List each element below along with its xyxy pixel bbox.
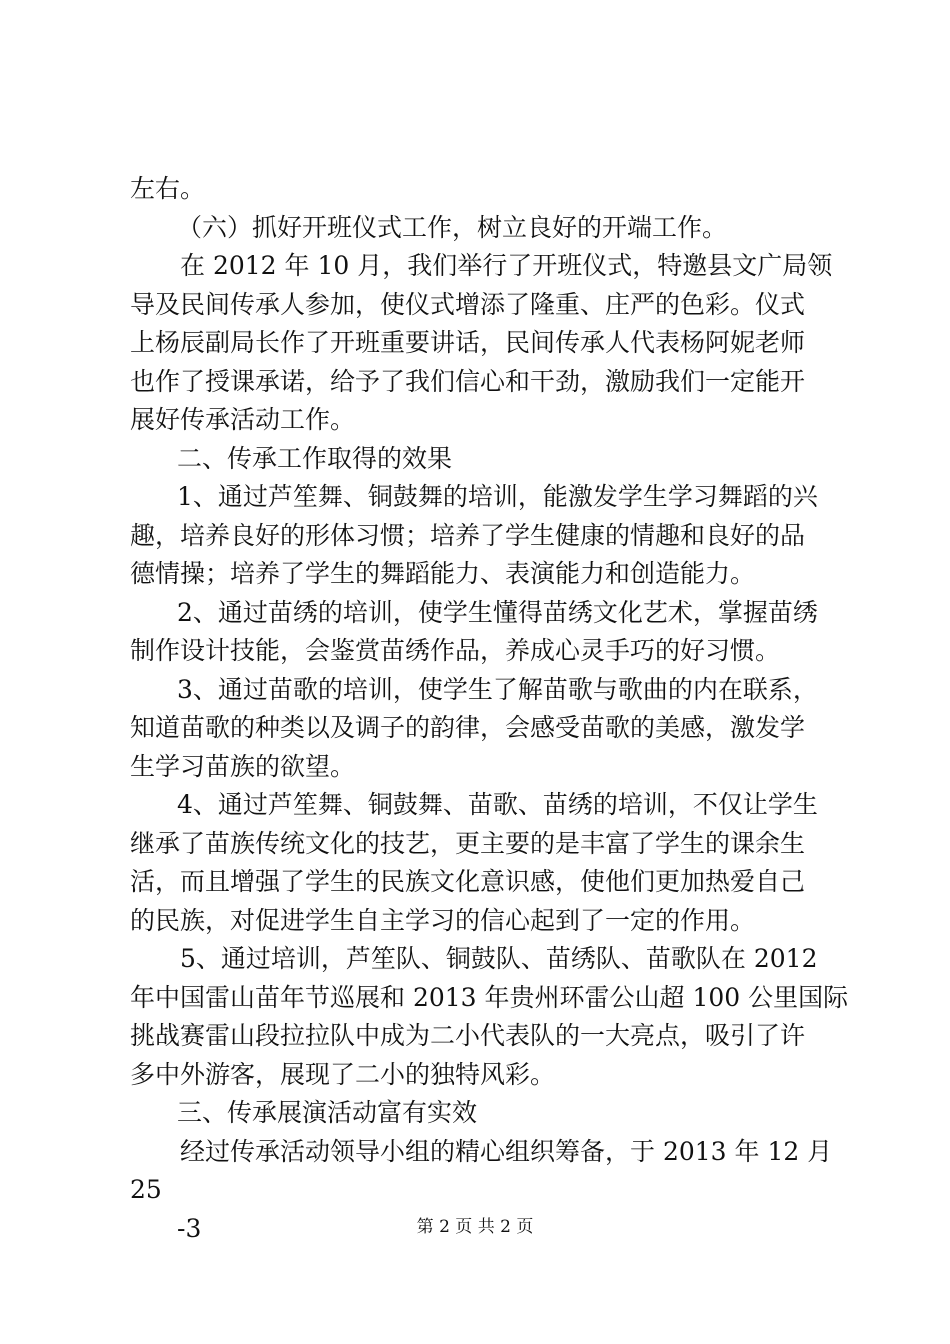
text-line: -3 (177, 1213, 202, 1243)
text-line: 左右。 (130, 174, 206, 203)
text-line: （六）抓好开班仪式工作，树立良好的开端工作。 (177, 212, 728, 242)
text-line: 导及民间传承人参加，使仪式增添了隆重、庄严的色彩。仪式 (130, 289, 806, 319)
text-line: 生学习苗族的欲望。 (130, 751, 356, 781)
text-line: 5、通过培训，芦笙队、铜鼓队、苗绣队、苗歌队在 2012 (180, 944, 818, 973)
text-line: 的民族，对促进学生自主学习的信心起到了一定的作用。 (130, 905, 756, 935)
text-line: 继承了苗族传统文化的技艺，更主要的是丰富了学生的课余生 (130, 828, 806, 858)
text-line: 活，而且增强了学生的民族文化意识感，使他们更加热爱自己 (130, 867, 806, 896)
text-line: 挑战赛雷山段拉拉队中成为二小代表队的一大亮点，吸引了许 (130, 1021, 806, 1050)
text-line: 二、传承工作取得的效果 (177, 443, 453, 473)
text-line: 德情操；培养了学生的舞蹈能力、表演能力和创造能力。 (130, 559, 756, 588)
text-line: 3、通过苗歌的培训，使学生了解苗歌与歌曲的内在联系， (177, 674, 818, 704)
text-line: 经过传承活动领导小组的精心组织筹备，于 2013 年 12 月 (180, 1136, 833, 1166)
text-line: 25 (130, 1175, 162, 1204)
page-footer: 第 2 页 共 2 页 (416, 1217, 534, 1237)
text-line: 1、通过芦笙舞、铜鼓舞的培训，能激发学生学习舞蹈的兴 (177, 482, 818, 511)
document-body (130, 170, 849, 1248)
text-line: 2、通过苗绣的培训，使学生懂得苗绣文化艺术，掌握苗绣 (177, 597, 818, 627)
text-line: 4、通过芦笙舞、铜鼓舞、苗歌、苗绣的培训，不仅让学生 (177, 790, 818, 819)
text-line: 展好传承活动工作。 (130, 405, 356, 434)
text-line: 上杨辰副局长作了开班重要讲话，民间传承人代表杨阿妮老师 (130, 328, 806, 357)
text-line: 趣，培养良好的形体习惯；培养了学生健康的情趣和良好的品 (130, 520, 806, 550)
text-line: 三、传承展演活动富有实效 (177, 1098, 478, 1127)
text-line: 在 2012 年 10 月，我们举行了开班仪式，特邀县文广局领 (180, 251, 833, 280)
text-line: 知道苗歌的种类以及调子的韵律，会感受苗歌的美感，激发学 (130, 713, 806, 742)
text-line: 制作设计技能，会鉴赏苗绣作品，养成心灵手巧的好习惯。 (130, 636, 781, 665)
text-line: 年中国雷山苗年节巡展和 2013 年贵州环雷公山超 100 公里国际 (130, 982, 849, 1012)
text-line: 多中外游客，展现了二小的独特风彩。 (130, 1059, 556, 1089)
text-line: 也作了授课承诺，给予了我们信心和干劲，激励我们一定能开 (130, 366, 806, 396)
